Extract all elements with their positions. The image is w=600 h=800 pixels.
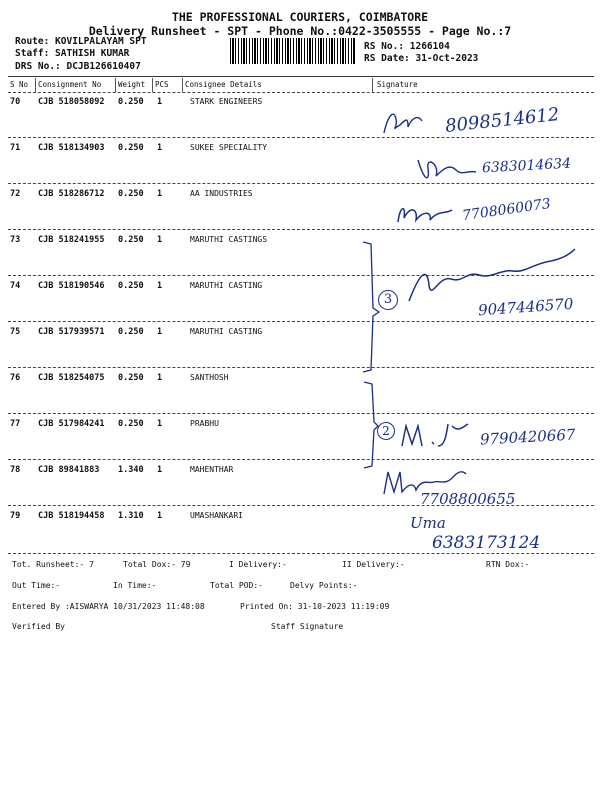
handwritten-name: Uma xyxy=(410,514,446,532)
row-sno: 75 xyxy=(10,327,21,337)
bracket-count: 3 xyxy=(378,290,398,310)
tot-runsheet: Tot. Runsheet:- 7 xyxy=(12,560,94,569)
row-weight: 0.250 xyxy=(118,97,144,107)
row-consignment: CJB 517939571 xyxy=(38,327,105,337)
row-weight: 1.340 xyxy=(118,465,144,475)
signature-scribble xyxy=(410,150,490,190)
row-consignee: UMASHANKARI xyxy=(190,511,243,520)
row-rule xyxy=(8,229,594,230)
row-consignee: MARUTHI CASTINGS xyxy=(190,235,268,244)
row-rule xyxy=(8,367,594,368)
handwritten-phone: 8098514612 xyxy=(444,104,561,137)
row-consignment: CJB 518058092 xyxy=(38,97,105,107)
col-pcs: PCS xyxy=(155,80,169,89)
col-divider xyxy=(115,78,116,92)
col-sno: S No xyxy=(10,80,29,89)
barcode xyxy=(230,38,356,64)
in-time: In Time:- xyxy=(113,581,157,590)
row-rule xyxy=(8,459,594,460)
rtn-dox: RTN Dox:- xyxy=(486,560,530,569)
row-pcs: 1 xyxy=(157,373,163,383)
row-pcs: 1 xyxy=(157,235,163,245)
row-weight: 0.250 xyxy=(118,189,144,199)
signature-scribble xyxy=(378,105,438,139)
col-weight: Weight xyxy=(118,80,146,89)
row-rule xyxy=(8,553,594,554)
row-pcs: 1 xyxy=(157,465,163,475)
rs-number: RS No.: 1266104 xyxy=(364,41,450,52)
bracket-mark xyxy=(355,238,385,378)
row-rule xyxy=(8,321,594,322)
row-consignee: PRABHU xyxy=(190,419,219,428)
delvy-points: Delvy Points:- xyxy=(290,581,358,590)
col-divider xyxy=(372,78,373,92)
total-dox: Total Dox:- 79 xyxy=(123,560,191,569)
handwritten-phone: 9047446570 xyxy=(477,294,574,320)
row-consignee: STARK ENGINEERS xyxy=(190,97,263,106)
handwritten-phone: 9790420667 xyxy=(479,425,576,449)
row-weight: 1.310 xyxy=(118,511,144,521)
drs-number: DRS No.: DCJB126610407 xyxy=(15,61,141,72)
signature-scribble xyxy=(398,418,478,452)
printed-on: Printed On: 31-10-2023 11:19:09 xyxy=(240,602,390,611)
document-title: THE PROFESSIONAL COURIERS, COIMBATORE xyxy=(171,10,429,24)
handwritten-phone: 6383014634 xyxy=(481,155,572,177)
i-delivery: I Delivery:- xyxy=(229,560,287,569)
document-subtitle: Delivery Runsheet - SPT - Phone No.:0422-3505555 - Page No.:7 xyxy=(88,24,512,38)
row-rule xyxy=(8,413,594,414)
row-weight: 0.250 xyxy=(118,235,144,245)
out-time: Out Time:- xyxy=(12,581,61,590)
row-consignment: CJB 518241955 xyxy=(38,235,105,245)
row-pcs: 1 xyxy=(157,143,163,153)
row-pcs: 1 xyxy=(157,97,163,107)
row-pcs: 1 xyxy=(157,511,163,521)
row-weight: 0.250 xyxy=(118,419,144,429)
row-pcs: 1 xyxy=(157,281,163,291)
header-top-rule xyxy=(8,76,594,77)
bracket-count: 2 xyxy=(377,422,395,440)
row-consignment: CJB 518190546 xyxy=(38,281,105,291)
row-rule xyxy=(8,137,594,138)
handwritten-phone: 7708060073 xyxy=(461,195,552,225)
handwritten-phone: 7708800655 xyxy=(420,490,516,508)
row-pcs: 1 xyxy=(157,419,163,429)
row-weight: 0.250 xyxy=(118,327,144,337)
row-consignment: CJB 518134903 xyxy=(38,143,105,153)
rs-date: RS Date: 31-Oct-2023 xyxy=(364,53,479,64)
row-weight: 0.250 xyxy=(118,143,144,153)
handwritten-phone: 6383173124 xyxy=(432,533,541,553)
table-row xyxy=(0,324,600,370)
header-bottom-rule xyxy=(8,92,594,93)
staff-label: Staff: SATHISH KUMAR xyxy=(15,48,130,59)
row-sno: 73 xyxy=(10,235,21,245)
entered-by: Entered By :AISWARYA 10/31/2023 11:48:08 xyxy=(12,602,205,611)
row-rule xyxy=(8,183,594,184)
col-divider xyxy=(35,78,36,92)
col-divider xyxy=(152,78,153,92)
row-sno: 74 xyxy=(10,281,21,291)
route-label: Route: KOVILPALAYAM SPT xyxy=(15,36,147,47)
row-sno: 72 xyxy=(10,189,21,199)
row-consignment: CJB 518254075 xyxy=(38,373,105,383)
col-signature: Signature xyxy=(377,80,418,89)
row-sno: 77 xyxy=(10,419,21,429)
total-pod: Total POD:- xyxy=(210,581,263,590)
row-sno: 70 xyxy=(10,97,21,107)
row-pcs: 1 xyxy=(157,189,163,199)
signature-scribble xyxy=(392,196,472,230)
row-consignee: MAHENTHAR xyxy=(190,465,234,474)
row-sno: 78 xyxy=(10,465,21,475)
staff-signature: Staff Signature xyxy=(271,622,344,631)
row-sno: 76 xyxy=(10,373,21,383)
row-weight: 0.250 xyxy=(118,281,144,291)
row-consignment: CJB 89841883 xyxy=(38,465,100,475)
table-row xyxy=(0,370,600,416)
row-consignee: MARUTHI CASTING xyxy=(190,281,263,290)
col-consignee: Consignee Details xyxy=(185,80,262,89)
row-pcs: 1 xyxy=(157,327,163,337)
col-divider xyxy=(182,78,183,92)
ii-delivery: II Delivery:- xyxy=(342,560,405,569)
row-sno: 79 xyxy=(10,511,21,521)
row-consignment: CJB 517984241 xyxy=(38,419,105,429)
row-consignment: CJB 518286712 xyxy=(38,189,105,199)
row-consignee: AA INDUSTRIES xyxy=(190,189,253,198)
row-consignment: CJB 518194458 xyxy=(38,511,105,521)
col-consignment: Consignment No xyxy=(38,80,102,89)
row-weight: 0.250 xyxy=(118,373,144,383)
verified-by: Verified By xyxy=(12,622,65,631)
row-consignee: SUKEE SPECIALITY xyxy=(190,143,268,152)
row-consignee: MARUTHI CASTING xyxy=(190,327,263,336)
row-consignee: SANTHOSH xyxy=(190,373,229,382)
row-sno: 71 xyxy=(10,143,21,153)
